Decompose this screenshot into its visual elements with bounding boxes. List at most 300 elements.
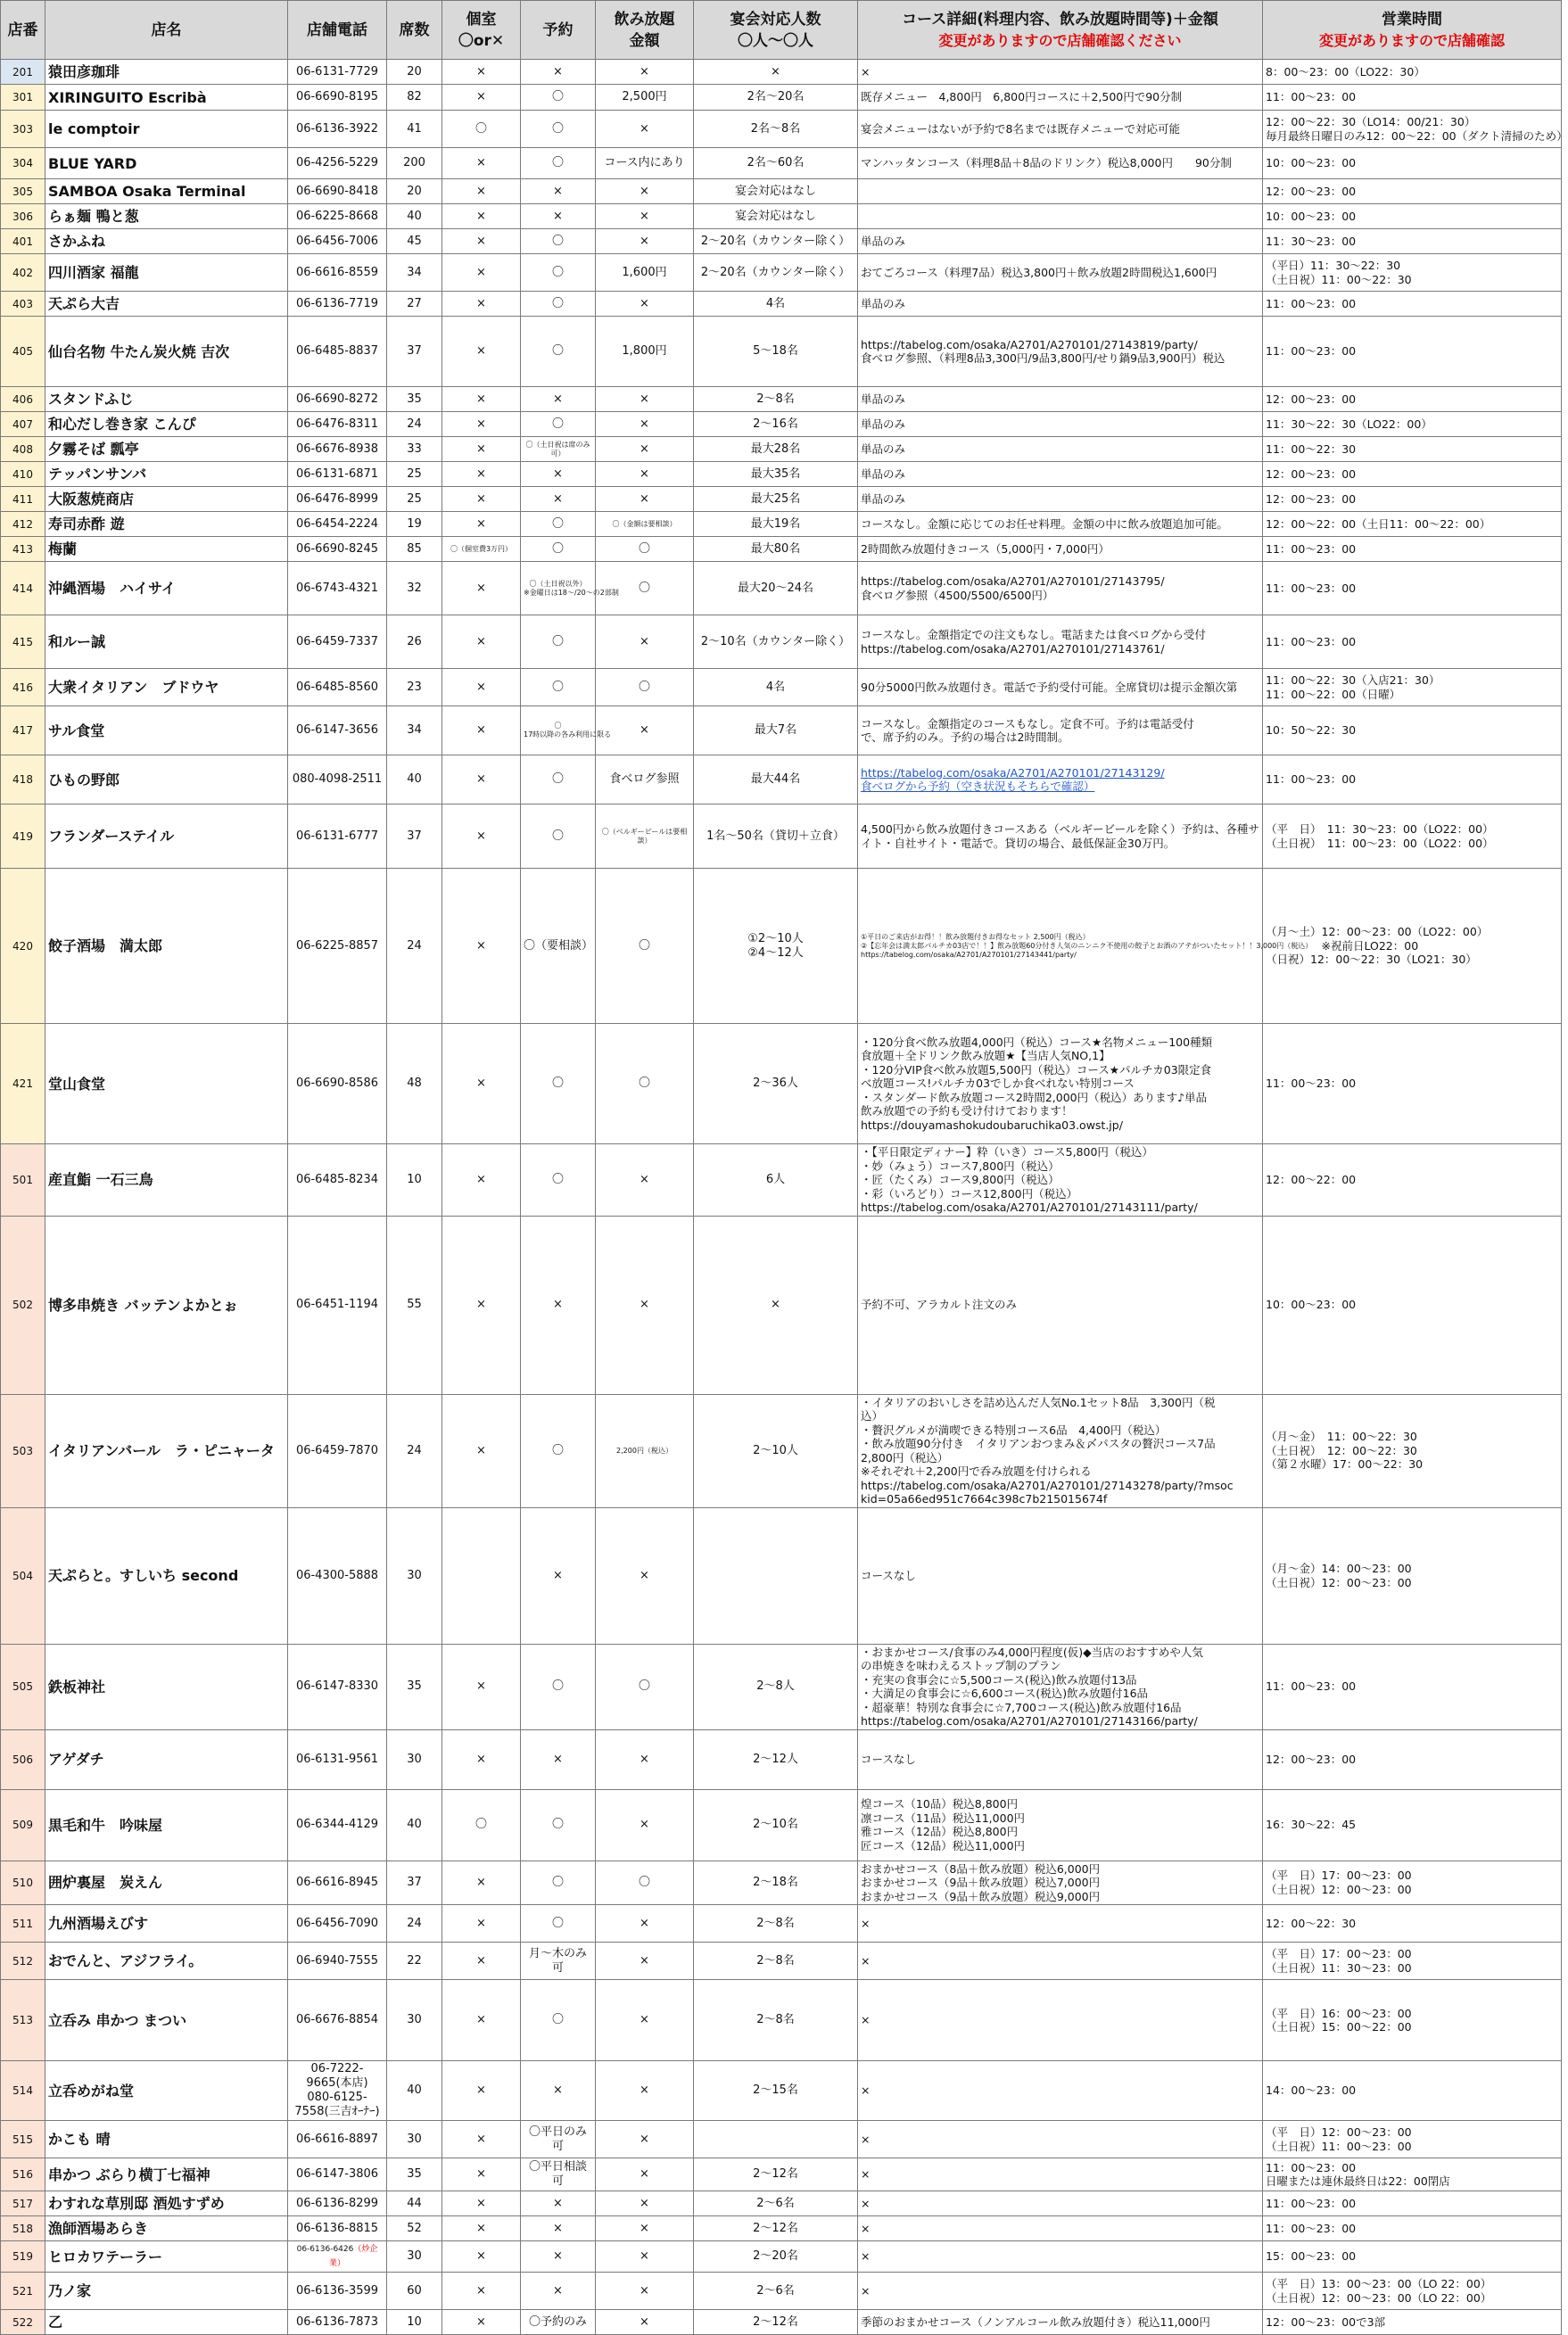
course-detail bbox=[858, 2121, 1263, 2158]
business-hours-line: 11：00～23：00 bbox=[1266, 634, 1357, 648]
course-detail bbox=[858, 254, 1263, 292]
store-number: 301 bbox=[1, 85, 45, 111]
course-detail bbox=[858, 60, 1263, 85]
reservation: 〇 bbox=[521, 1024, 596, 1144]
all-you-can-drink: × bbox=[596, 487, 694, 512]
store-number: 414 bbox=[1, 562, 45, 615]
store-name: 乙 bbox=[45, 2310, 288, 2335]
store-number: 201 bbox=[1, 60, 45, 85]
private-room: × bbox=[442, 487, 521, 512]
business-hours bbox=[1263, 2310, 1562, 2335]
private-room: × bbox=[442, 2158, 521, 2191]
course-detail bbox=[858, 1507, 1263, 1644]
reservation: 〇 bbox=[521, 1861, 596, 1905]
store-tel: 06-6616-8897 bbox=[288, 2121, 387, 2158]
reservation bbox=[521, 562, 619, 615]
store-name: 天ぷら大吉 bbox=[45, 292, 288, 317]
business-hours bbox=[1263, 1144, 1562, 1217]
business-hours bbox=[1263, 2191, 1562, 2216]
store-number: 306 bbox=[1, 204, 45, 229]
business-hours bbox=[1263, 706, 1562, 755]
party-size: 最大35名 bbox=[694, 462, 858, 487]
store-name: 産直鮨 一石三鳥 bbox=[45, 1144, 288, 1217]
table-row bbox=[1, 1861, 1562, 1905]
all-you-can-drink: × bbox=[596, 204, 694, 229]
course-detail-line: 食べログ参照（4500/5500/6500円） bbox=[861, 588, 1054, 602]
all-you-can-drink: × bbox=[596, 2310, 694, 2335]
table-row bbox=[1, 462, 1562, 487]
course-detail-line: ・おまかせコース/食事のみ4,000円程度(仮)◆当店のおすすめや人気 bbox=[861, 1645, 1203, 1659]
business-hours-line: （土日祝） 12：00～22：30 bbox=[1266, 1443, 1417, 1457]
all-you-can-drink: 〇 bbox=[596, 669, 694, 706]
table-row bbox=[1, 1943, 1562, 1980]
business-hours-line: 11：00～23：00 bbox=[1266, 296, 1357, 310]
course-detail-line: べ放題コース!パルチカ03でしか食べれない特別コース bbox=[861, 1077, 1135, 1091]
business-hours bbox=[1263, 1789, 1562, 1861]
business-hours-line: 11：00～23：00 bbox=[1266, 1679, 1357, 1694]
party-size: 2～36人 bbox=[694, 1024, 858, 1144]
table-row bbox=[1, 537, 1562, 562]
business-hours-line: 11：00～23：00 bbox=[1266, 772, 1357, 787]
all-you-can-drink: 1,800円 bbox=[596, 317, 694, 387]
business-hours-line: 15：00～23：00 bbox=[1266, 2249, 1357, 2264]
all-you-can-drink: × bbox=[596, 292, 694, 317]
business-hours bbox=[1263, 1216, 1562, 1394]
course-detail-line: 単品のみ bbox=[861, 491, 906, 506]
course-detail bbox=[858, 2158, 1263, 2191]
private-room: × bbox=[442, 2121, 521, 2158]
store-tel: 06-6136-3599 bbox=[288, 2273, 387, 2310]
tel-note: （炒企業） bbox=[328, 2245, 378, 2268]
store-tel: 06-6690-8586 bbox=[288, 1024, 387, 1144]
business-hours-line: （平 日）16：00～23：00 bbox=[1266, 2006, 1412, 2020]
store-tel: 06-6690-8245 bbox=[288, 537, 387, 562]
all-you-can-drink: × bbox=[596, 1905, 694, 1943]
business-hours-line: 11：00～23：00 bbox=[1266, 90, 1357, 104]
business-hours-line: 12：00～22：30 bbox=[1266, 1916, 1357, 1930]
course-detail-line: 単品のみ bbox=[861, 441, 906, 456]
seat-count: 40 bbox=[387, 1789, 442, 1861]
business-hours bbox=[1263, 60, 1562, 85]
reservation: 〇 bbox=[521, 804, 596, 869]
reservation: 〇 bbox=[521, 254, 596, 292]
store-name: BLUE YARD bbox=[45, 148, 288, 179]
party-size-line: ②4～12人 bbox=[747, 945, 804, 960]
private-room: × bbox=[442, 179, 521, 204]
business-hours-line: （土日祝）11：30～23：00 bbox=[1266, 1960, 1412, 1975]
business-hours-line: （土日祝）12：00～23：00（LO 22：00） bbox=[1266, 2290, 1492, 2305]
store-name: フランダーステイル bbox=[45, 804, 288, 869]
all-you-can-drink: × bbox=[596, 2216, 694, 2241]
course-detail-line: × bbox=[861, 1916, 871, 1930]
store-name: 梅蘭 bbox=[45, 537, 288, 562]
store-name: アゲダチ bbox=[45, 1729, 288, 1789]
store-number: 406 bbox=[1, 387, 45, 412]
seat-count: 25 bbox=[387, 487, 442, 512]
reservation: 〇 bbox=[521, 1789, 596, 1861]
all-you-can-drink: × bbox=[596, 60, 694, 85]
business-hours bbox=[1263, 512, 1562, 537]
reservation: 〇予約のみ bbox=[521, 2310, 596, 2335]
course-detail-line: 雅コース（12品）税込8,800円 bbox=[861, 1825, 1019, 1838]
all-you-can-drink: 〇 bbox=[596, 1024, 694, 1144]
business-hours bbox=[1263, 2241, 1562, 2273]
party-size: 最大7名 bbox=[694, 706, 858, 755]
business-hours-line: 12：00～22：30（LO14：00/21：30） bbox=[1266, 115, 1476, 128]
store-name: 漁師酒場あらき bbox=[45, 2216, 288, 2241]
party-size: 2～16名 bbox=[694, 412, 858, 437]
party-size: 2～8名 bbox=[694, 1943, 858, 1980]
course-detail bbox=[858, 1216, 1263, 1394]
private-room: × bbox=[442, 229, 521, 254]
store-tel bbox=[288, 2061, 387, 2121]
store-tel-line: 06-7222- bbox=[310, 2062, 364, 2075]
all-you-can-drink: × bbox=[596, 1729, 694, 1789]
seat-count: 52 bbox=[387, 2216, 442, 2241]
business-hours-line: （平 日）12：00～23：00 bbox=[1266, 2125, 1412, 2139]
table-row bbox=[1, 2273, 1562, 2310]
business-hours-line: 11：00～23：00 bbox=[1266, 541, 1357, 556]
course-detail-line: ・彩（いろどり）コース12,800円（税込） bbox=[861, 1186, 1078, 1201]
party-size: 2～6名 bbox=[694, 2191, 858, 2216]
all-you-can-drink: 食べログ参照 bbox=[596, 755, 694, 804]
store-number: 410 bbox=[1, 462, 45, 487]
course-detail-line: 宴会メニューはないが予約で8名までは既存メニューで対応可能 bbox=[861, 121, 1180, 136]
party-size: 宴会対応はなし bbox=[694, 204, 858, 229]
store-name: ひもの野郎 bbox=[45, 755, 288, 804]
course-detail-line: ・妙（みょう）コース7,800円（税込） bbox=[861, 1159, 1060, 1173]
course-detail-line: 単品のみ bbox=[861, 466, 906, 481]
store-tel: 06-6616-8945 bbox=[288, 1861, 387, 1905]
course-detail-line: ・【平日限定ディナー】粋（いき）コース5,800円（税込） bbox=[861, 1145, 1153, 1159]
all-you-can-drink: × bbox=[596, 111, 694, 148]
party-size: 2～8名 bbox=[694, 1980, 858, 2061]
all-you-can-drink: × bbox=[596, 179, 694, 204]
course-detail bbox=[858, 1024, 1263, 1144]
private-room: × bbox=[442, 2310, 521, 2335]
store-name: 囲炉裏屋 炭えん bbox=[45, 1861, 288, 1905]
course-detail-line: おまかせコース（9品＋飲み放題）税込9,000円 bbox=[861, 1889, 1101, 1903]
store-number: 517 bbox=[1, 2191, 45, 2216]
reservation bbox=[521, 706, 612, 755]
course-detail bbox=[858, 462, 1263, 487]
course-detail bbox=[858, 387, 1263, 412]
course-detail-line: 煌コース（10品）税込8,800円 bbox=[861, 1797, 1019, 1811]
store-number: 403 bbox=[1, 292, 45, 317]
store-number: 419 bbox=[1, 804, 45, 869]
table-row bbox=[1, 512, 1562, 537]
reservation: 〇 bbox=[521, 755, 596, 804]
store-name: テッパンサンバ bbox=[45, 462, 288, 487]
table-row bbox=[1, 229, 1562, 254]
course-detail bbox=[858, 706, 1263, 755]
private-room: × bbox=[442, 512, 521, 537]
course-detail-line: ※それぞれ＋2,200円で呑み放題を付けられる bbox=[861, 1465, 1092, 1478]
all-you-can-drink: 〇 bbox=[596, 1644, 694, 1729]
table-row bbox=[1, 387, 1562, 412]
table-row bbox=[1, 1789, 1562, 1861]
table-row bbox=[1, 669, 1562, 706]
all-you-can-drink: × bbox=[596, 2191, 694, 2216]
business-hours-line: 14：00～23：00 bbox=[1266, 2083, 1357, 2098]
seat-count: 37 bbox=[387, 1861, 442, 1905]
store-tel: 06-6225-8668 bbox=[288, 204, 387, 229]
store-name: 乃ノ家 bbox=[45, 2273, 288, 2310]
reservation: × bbox=[521, 1216, 596, 1394]
business-hours-line: （平 日）13：00～23：00（LO 22：00） bbox=[1266, 2277, 1492, 2290]
business-hours-line: 10：50～22：30 bbox=[1266, 723, 1357, 738]
table-row bbox=[1, 1024, 1562, 1144]
course-detail-line: https://tabelog.com/osaka/A2701/A270101/27143166/party/ bbox=[861, 1714, 1198, 1728]
seat-count: 30 bbox=[387, 1507, 442, 1644]
seat-count: 37 bbox=[387, 317, 442, 387]
course-detail-line: https://tabelog.com/osaka/A2701/A270101/27143761/ bbox=[861, 641, 1165, 656]
course-detail-line: 単品のみ bbox=[861, 392, 906, 406]
course-detail-line: ・120分VIP食べ飲み放題5,500円（税込）コース★パルチカ03限定食 bbox=[861, 1062, 1212, 1077]
business-hours bbox=[1263, 537, 1562, 562]
seat-count: 60 bbox=[387, 2273, 442, 2310]
store-tel: 06-6131-6777 bbox=[288, 804, 387, 869]
course-detail-line: ・充実の食事会に☆5,500コース(税込)飲み放題付13品 bbox=[861, 1672, 1137, 1687]
course-detail-line: コースなし bbox=[861, 1568, 916, 1582]
store-tel: 06-6136-7719 bbox=[288, 292, 387, 317]
course-detail-line: × bbox=[861, 2283, 871, 2298]
course-detail bbox=[858, 412, 1263, 437]
all-you-can-drink: × bbox=[596, 615, 694, 669]
header-hours: 営業時間 変更がありますので店舗確認 bbox=[1263, 1, 1562, 60]
reservation-line: 17時以降の各み利用に限る bbox=[524, 730, 612, 738]
business-hours bbox=[1263, 317, 1562, 387]
all-you-can-drink: 2,500円 bbox=[596, 85, 694, 111]
all-you-can-drink: × bbox=[596, 387, 694, 412]
business-hours bbox=[1263, 1729, 1562, 1789]
business-hours-line: 11：00～22：30 bbox=[1266, 441, 1357, 456]
business-hours-line: 10：00～23：00 bbox=[1266, 209, 1357, 223]
business-hours bbox=[1263, 148, 1562, 179]
course-detail bbox=[858, 512, 1263, 537]
business-hours-line: （土日祝） 11：00～23：00（LO22：00） bbox=[1266, 836, 1494, 850]
store-number: 518 bbox=[1, 2216, 45, 2241]
course-detail-line: × bbox=[861, 2013, 871, 2027]
store-tel: 06-6476-8311 bbox=[288, 412, 387, 437]
header-tel: 店舗電話 bbox=[288, 1, 387, 60]
business-hours-line: 12：00～23：00 bbox=[1266, 466, 1357, 481]
store-name: イタリアンバール ラ・ピニャータ bbox=[45, 1394, 288, 1507]
private-room: × bbox=[442, 562, 521, 615]
course-detail bbox=[858, 869, 1313, 1024]
store-name: ヒロカワテーラー bbox=[45, 2241, 288, 2273]
store-tel: 06-6147-3656 bbox=[288, 706, 387, 755]
course-detail-line: kid=05a66ed951c7664c398c7b215015674f bbox=[861, 1492, 1108, 1506]
private-room: × bbox=[442, 669, 521, 706]
business-hours-line: （平 日） 11：30～23：00（LO22：00） bbox=[1266, 822, 1494, 836]
reservation-line: 〇 bbox=[554, 722, 562, 730]
store-tel: 06-6454-2224 bbox=[288, 512, 387, 537]
party-size: 2～8名 bbox=[694, 387, 858, 412]
course-detail-line: × bbox=[861, 2167, 871, 2182]
party-size: 5～18名 bbox=[694, 317, 858, 387]
private-room: × bbox=[442, 1905, 521, 1943]
private-room: × bbox=[442, 2191, 521, 2216]
store-tel: 06-6147-3806 bbox=[288, 2158, 387, 2191]
course-detail-line: ・匠（たくみ）コース9,800円（税込） bbox=[861, 1173, 1060, 1186]
course-detail-line: 食べログから予約（空き状況もそちらで確認） bbox=[861, 780, 1095, 793]
business-hours-line: 8：00～23：00（LO22：30） bbox=[1266, 64, 1425, 78]
store-name: 大阪葱焼商店 bbox=[45, 487, 288, 512]
business-hours-line: 12：00～23：00 bbox=[1266, 491, 1357, 506]
all-you-can-drink: × bbox=[596, 1980, 694, 2061]
seat-count: 40 bbox=[387, 204, 442, 229]
table-row bbox=[1, 292, 1562, 317]
business-hours-line: （日祝）12：00～22：30（LO21：30） bbox=[1266, 953, 1477, 967]
course-detail bbox=[858, 204, 1263, 229]
table-row bbox=[1, 1394, 1562, 1507]
party-size: 2～10名（カウンター除く） bbox=[694, 615, 858, 669]
course-detail bbox=[858, 1789, 1263, 1861]
private-room: × bbox=[442, 148, 521, 179]
all-you-can-drink: × bbox=[596, 2121, 694, 2158]
reservation: 〇 bbox=[521, 512, 596, 537]
store-tel: 06-6743-4321 bbox=[288, 562, 387, 615]
party-size: 2名～20名 bbox=[694, 85, 858, 111]
header-drink: 飲み放題 金額 bbox=[596, 1, 694, 60]
seat-count: 85 bbox=[387, 537, 442, 562]
seat-count: 25 bbox=[387, 462, 442, 487]
business-hours-line: 11：30～23：00 bbox=[1266, 234, 1357, 248]
business-hours bbox=[1263, 755, 1562, 804]
course-detail-line: × bbox=[861, 2083, 871, 2098]
store-number: 521 bbox=[1, 2273, 45, 2310]
business-hours-line: 11：00～23：00 bbox=[1266, 1077, 1357, 1091]
course-detail-line: 季節のおまかせコース（ノンアルコール飲み放題付き）税込11,000円 bbox=[861, 2314, 1210, 2329]
party-size: 2～10人 bbox=[694, 1394, 858, 1507]
table-row bbox=[1, 706, 1562, 755]
course-detail bbox=[858, 1905, 1263, 1943]
course-detail-line: コースなし。金額指定のコースもなし。定食不可。予約は電話受付 bbox=[861, 716, 1194, 730]
header-private: 個室 〇or✕ bbox=[442, 1, 521, 60]
private-room: × bbox=[442, 387, 521, 412]
all-you-can-drink: × bbox=[596, 437, 694, 462]
store-number: 502 bbox=[1, 1216, 45, 1394]
table-row bbox=[1, 755, 1562, 804]
seat-count: 26 bbox=[387, 615, 442, 669]
all-you-can-drink: 〇 bbox=[596, 869, 694, 1024]
all-you-can-drink: × bbox=[596, 706, 694, 755]
course-detail bbox=[858, 2241, 1263, 2273]
business-hours bbox=[1263, 1507, 1562, 1644]
store-tel: 06-6485-8837 bbox=[288, 317, 387, 387]
seat-count: 35 bbox=[387, 1644, 442, 1729]
private-room: × bbox=[442, 2241, 521, 2273]
store-tel: 06-6344-4129 bbox=[288, 1789, 387, 1861]
store-number: 510 bbox=[1, 1861, 45, 1905]
store-tel: 06-6136-7873 bbox=[288, 2310, 387, 2335]
reservation: 〇 bbox=[521, 85, 596, 111]
course-detail-line: https://tabelog.com/osaka/A2701/A270101/27143129/ bbox=[861, 765, 1165, 780]
all-you-can-drink: × bbox=[596, 2158, 694, 2191]
store-number: 421 bbox=[1, 1024, 45, 1144]
table-row bbox=[1, 2310, 1562, 2335]
course-detail-line: 単品のみ bbox=[861, 296, 906, 310]
course-detail bbox=[858, 669, 1263, 706]
business-hours bbox=[1263, 2061, 1562, 2121]
reservation: 〇 bbox=[521, 1144, 596, 1217]
course-detail-line: 飲み放題での予約も受け付けております！ bbox=[861, 1104, 1073, 1118]
business-hours-line: 10：00～23：00 bbox=[1266, 1298, 1357, 1312]
party-size: 最大28名 bbox=[694, 437, 858, 462]
course-detail-line: × bbox=[861, 2249, 871, 2264]
table-row bbox=[1, 437, 1562, 462]
store-number: 516 bbox=[1, 2158, 45, 2191]
all-you-can-drink: × bbox=[596, 229, 694, 254]
table-row bbox=[1, 2061, 1562, 2121]
business-hours-line: （平 日）17：00～23：00 bbox=[1266, 1869, 1412, 1883]
private-room: × bbox=[442, 755, 521, 804]
course-detail-line: https://tabelog.com/osaka/A2701/A270101/27143441/party/ bbox=[861, 950, 1077, 959]
course-detail bbox=[858, 2310, 1263, 2335]
private-room: × bbox=[442, 615, 521, 669]
store-name: 夕霧そば 瓢亭 bbox=[45, 437, 288, 462]
course-detail-line: × bbox=[861, 2196, 871, 2210]
store-number: 304 bbox=[1, 148, 45, 179]
header-seats: 席数 bbox=[387, 1, 442, 60]
business-hours-line: （土日祝）15：00～22：00 bbox=[1266, 2020, 1412, 2034]
store-name: 鉄板神社 bbox=[45, 1644, 288, 1729]
reservation: × bbox=[521, 2061, 596, 2121]
business-hours-line: 12：00～23：00 bbox=[1266, 1752, 1357, 1766]
course-detail-line: ・イタリアのおいしさを詰め込んだ人気No.1セット8品 3,300円（税 bbox=[861, 1395, 1216, 1409]
party-size: 2～20名（カウンター除く） bbox=[694, 254, 858, 292]
table-row bbox=[1, 111, 1562, 148]
store-name: 天ぷらと。すしいち second bbox=[45, 1507, 288, 1644]
seat-count: 200 bbox=[387, 148, 442, 179]
party-size: 2～15名 bbox=[694, 2061, 858, 2121]
private-room: × bbox=[442, 1024, 521, 1144]
store-number: 411 bbox=[1, 487, 45, 512]
store-tel-line: 080-6125- bbox=[307, 2091, 367, 2104]
store-tel: 06-6225-8857 bbox=[288, 869, 387, 1024]
business-hours-line: （土日祝）12：00～23：00 bbox=[1266, 1882, 1412, 1896]
course-detail-line: 2時間飲み放題付きコース（5,000円・7,000円） bbox=[861, 541, 1110, 556]
private-room: × bbox=[442, 804, 521, 869]
course-detail-line: ・超豪華！特別な食事会に☆7,700コース(税込)飲み放題付16品 bbox=[861, 1700, 1182, 1714]
seat-count: 40 bbox=[387, 755, 442, 804]
store-tel: 06-4256-5229 bbox=[288, 148, 387, 179]
reservation-line: ※金曜日は18～/20～の2部制 bbox=[524, 588, 619, 597]
table-row bbox=[1, 2191, 1562, 2216]
store-number: 416 bbox=[1, 669, 45, 706]
all-you-can-drink: × bbox=[596, 1144, 694, 1217]
store-tel: 06-6136-8815 bbox=[288, 2216, 387, 2241]
reservation: 〇 bbox=[521, 537, 596, 562]
course-detail-line: 2,800円（税込） bbox=[861, 1450, 949, 1465]
store-number: 501 bbox=[1, 1144, 45, 1217]
store-name: 立呑み 串かつ まつい bbox=[45, 1980, 288, 2061]
party-size: 4名 bbox=[694, 292, 858, 317]
all-you-can-drink: 〇（ベルギービールは要相談） bbox=[596, 804, 694, 869]
business-hours bbox=[1263, 462, 1562, 487]
business-hours bbox=[1263, 562, 1562, 615]
private-room: × bbox=[442, 412, 521, 437]
reservation: 〇 bbox=[521, 229, 596, 254]
store-tel: 080-4098-2511 bbox=[288, 755, 387, 804]
reservation: 〇 bbox=[521, 669, 596, 706]
course-detail-line: ②【忘年会は満太郎パルチカ03店で！！】飲み放題60分付き人気のニンニク不使用の餃子とお酒のアテがついたセット！！3,000円（税込） bbox=[861, 941, 1313, 950]
seat-count: 24 bbox=[387, 412, 442, 437]
business-hours-line: （第２水曜）17：00～22：30 bbox=[1266, 1457, 1424, 1472]
table-row bbox=[1, 2241, 1562, 2273]
private-room: 〇 bbox=[442, 1789, 521, 1861]
